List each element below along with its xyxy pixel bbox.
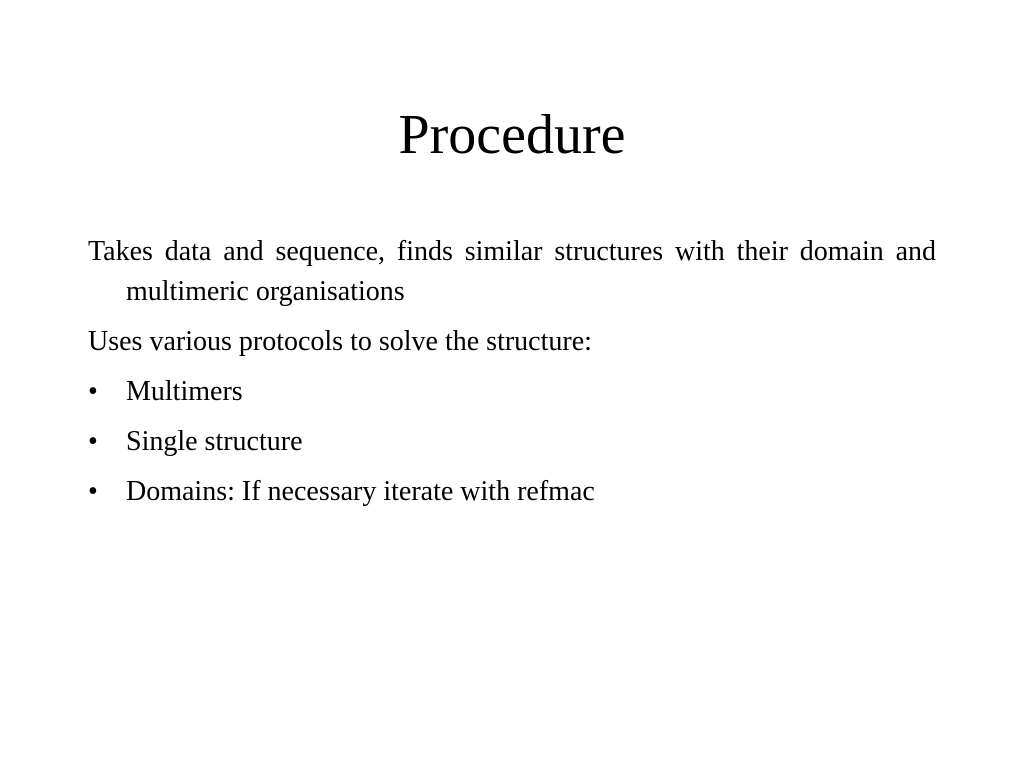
slide-title: Procedure bbox=[398, 104, 626, 166]
paragraph-takes-data: Takes data and sequence, finds similar structures with their domain and multimeric organisations bbox=[88, 236, 936, 307]
bullet-item-single-structure bbox=[88, 422, 936, 462]
paragraph-uses-protocols: Uses various protocols to solve the structure: bbox=[88, 326, 592, 357]
bullet-item-domains bbox=[88, 472, 936, 512]
bullet-text: Multimers bbox=[126, 376, 243, 407]
bullet-text: Domains: If necessary iterate with refmac bbox=[126, 476, 595, 507]
bullet-dot-icon: • bbox=[88, 476, 98, 507]
slide-body bbox=[88, 232, 936, 522]
bullet-dot-icon: • bbox=[88, 376, 98, 407]
bullet-item-multimers bbox=[88, 372, 936, 412]
bullet-dot-icon: • bbox=[88, 426, 98, 457]
bullet-text: Single structure bbox=[126, 426, 303, 457]
